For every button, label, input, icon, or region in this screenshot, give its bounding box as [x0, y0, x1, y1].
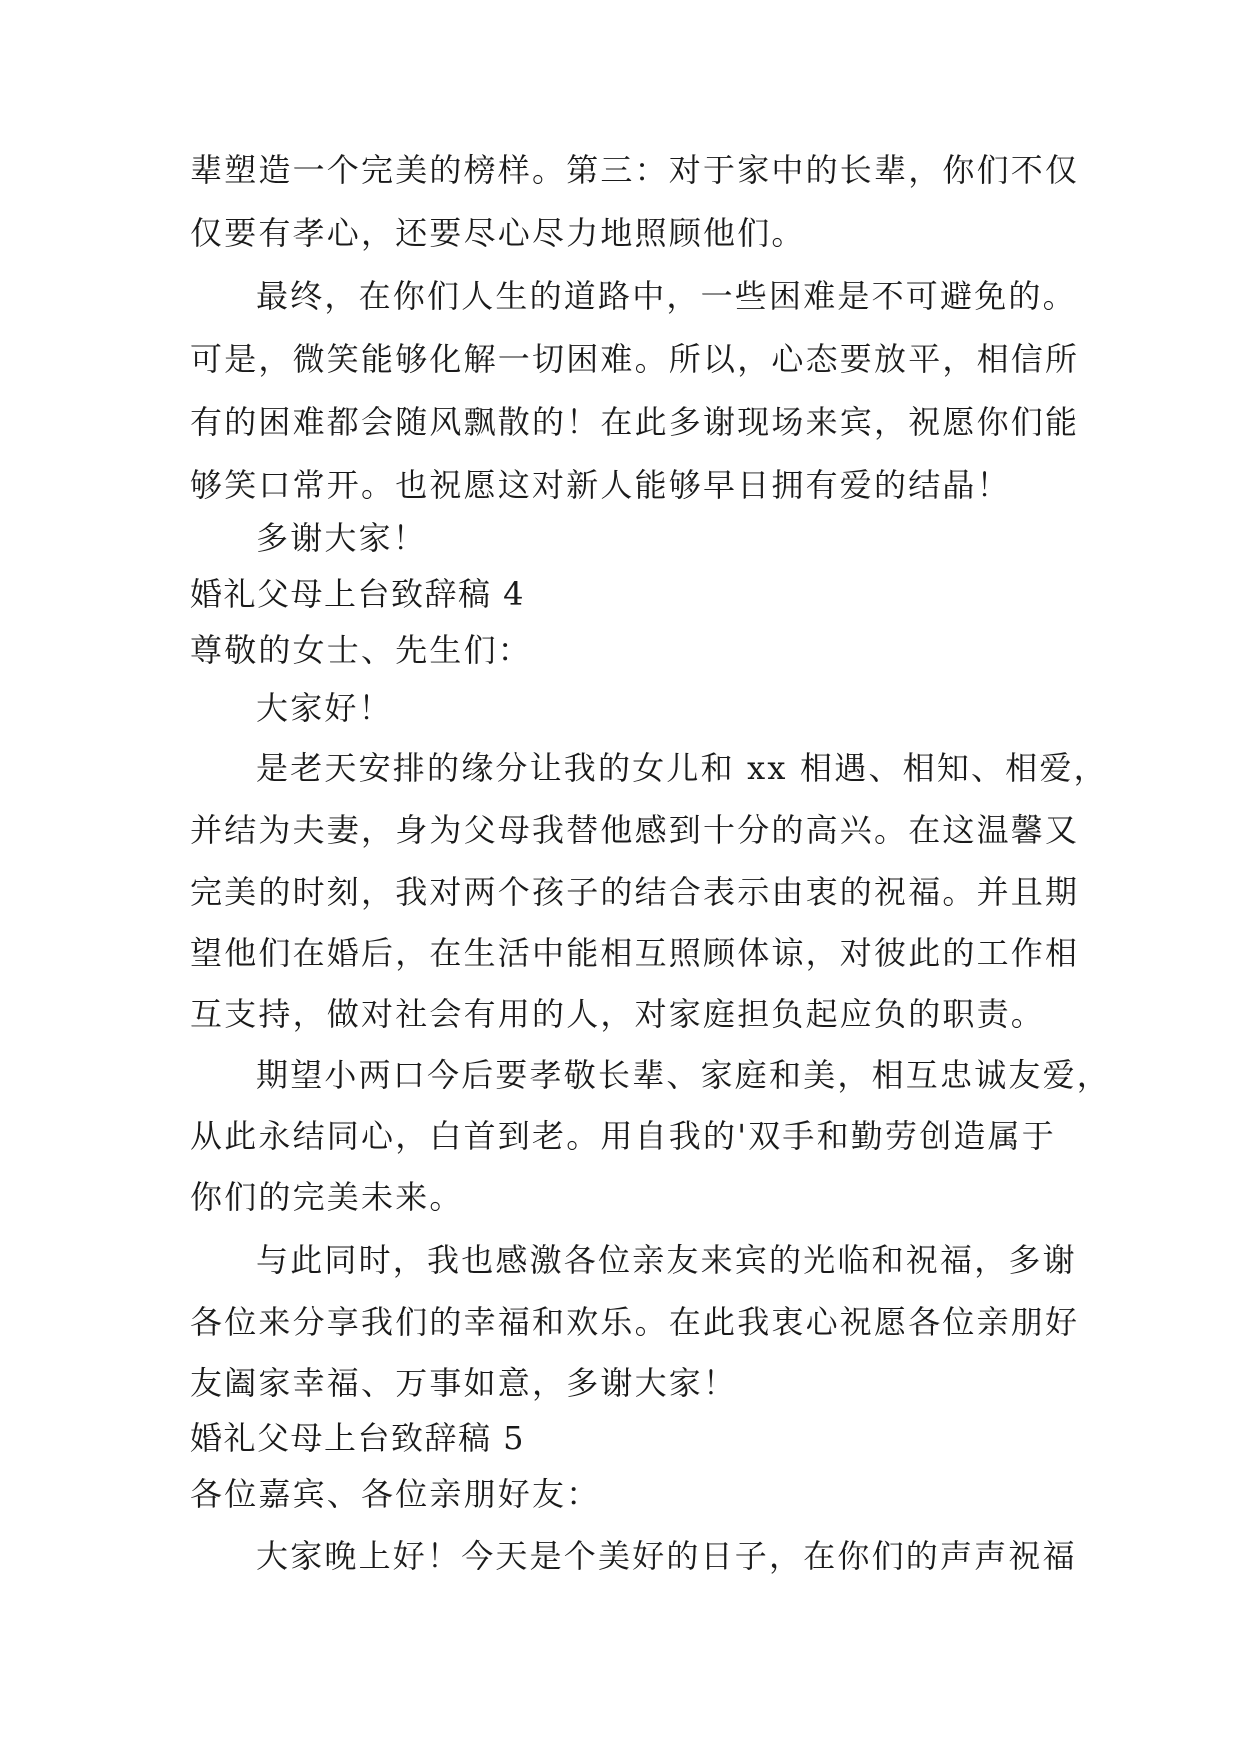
paragraph-line: 是老天安排的缘分让我的女儿和 xx 相遇、相知、相爱， [256, 749, 1108, 787]
paragraph-line: 多谢大家！ [256, 519, 428, 557]
paragraph-line: 最终，在你们人生的道路中，一些困难是不可避免的。 [256, 277, 1077, 315]
paragraph-line: 并结为夫妻，身为父母我替他感到十分的高兴。在这温馨又 [190, 811, 1080, 849]
paragraph-line: 与此同时，我也感激各位亲友来宾的光临和祝福，多谢 [256, 1241, 1077, 1279]
paragraph-line: 够笑口常开。也祝愿这对新人能够早日拥有爱的结晶！ [190, 466, 1011, 504]
salutation: 尊敬的女士、先生们： [190, 631, 533, 669]
paragraph-line: 可是，微笑能够化解一切困难。所以，心态要放平，相信所 [190, 340, 1080, 378]
paragraph-line: 望他们在婚后，在生活中能相互照顾体谅，对彼此的工作相 [190, 934, 1080, 972]
greeting: 大家好！ [256, 689, 393, 727]
paragraph-line: 从此永结同心，白首到老。用自我的'双手和勤劳创造属于 [190, 1117, 1056, 1155]
section-heading: 婚礼父母上台致辞稿 5 [190, 1419, 526, 1457]
paragraph-line: 仅要有孝心，还要尽心尽力地照顾他们。 [190, 214, 806, 252]
paragraph-line: 互支持，做对社会有用的人，对家庭担负起应负的职责。 [190, 995, 1046, 1033]
paragraph-line: 有的困难都会随风飘散的！在此多谢现场来宾，祝愿你们能 [190, 403, 1080, 441]
paragraph-line: 你们的完美未来。 [190, 1178, 464, 1216]
salutation: 各位嘉宾、各位亲朋好友： [190, 1475, 601, 1513]
paragraph-line: 友阖家幸福、万事如意，多谢大家！ [190, 1364, 738, 1402]
paragraph-line: 大家晚上好！今天是个美好的日子，在你们的声声祝福 [256, 1537, 1077, 1575]
paragraph-line: 辈塑造一个完美的榜样。第三：对于家中的长辈，你们不仅 [190, 151, 1080, 189]
paragraph-line: 期望小两口今后要孝敬长辈、家庭和美，相互忠诚友爱， [256, 1056, 1112, 1094]
paragraph-line: 各位来分享我们的幸福和欢乐。在此我衷心祝愿各位亲朋好 [190, 1303, 1080, 1341]
section-heading: 婚礼父母上台致辞稿 4 [190, 575, 526, 613]
paragraph-line: 完美的时刻，我对两个孩子的结合表示由衷的祝福。并且期 [190, 873, 1080, 911]
